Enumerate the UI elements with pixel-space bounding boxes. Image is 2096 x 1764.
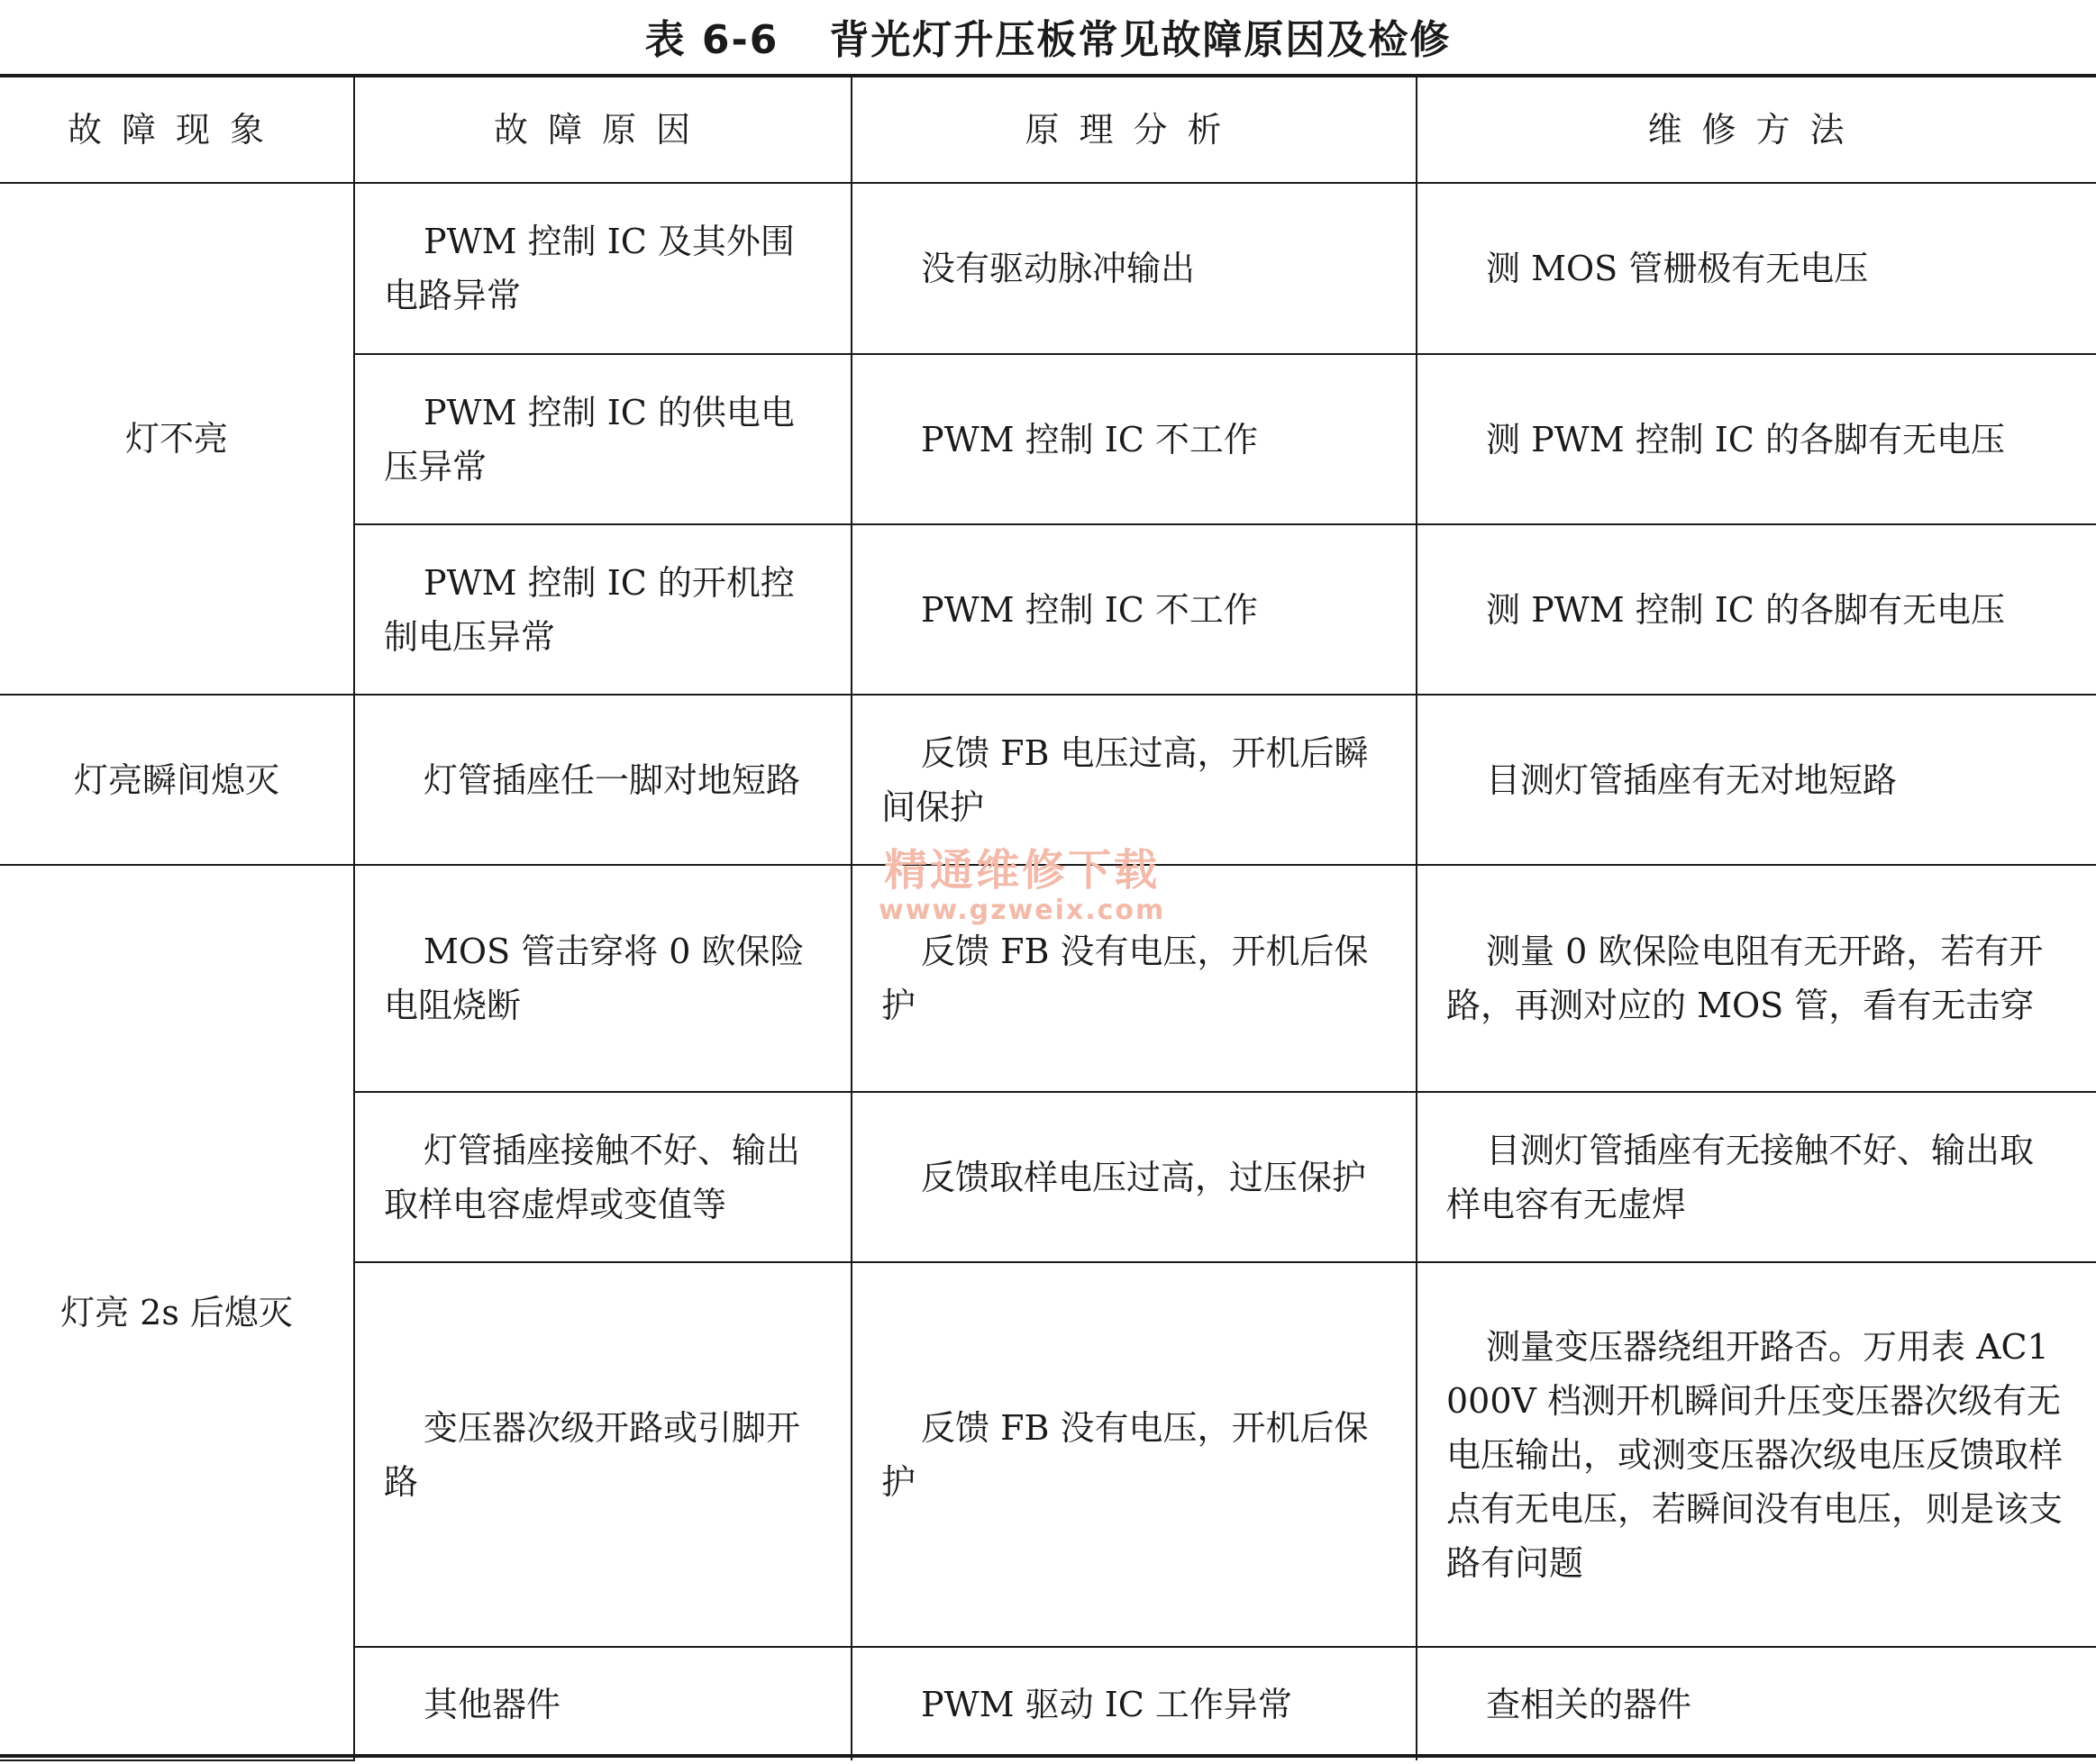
watermark-url: www.gzweix.com <box>879 895 1166 926</box>
cause-cell: PWM 控制 IC 的开机控制电压异常 <box>354 524 852 695</box>
cause-cell: 变压器次级开路或引脚开路 <box>354 1262 852 1647</box>
symptom-cell: 灯亮 2s 后熄灭 <box>0 865 354 1760</box>
bottom-rule <box>0 1754 2096 1758</box>
method-cell: 目测灯管插座有无接触不好、输出取样电容有无虚焊 <box>1417 1092 2096 1262</box>
analysis-cell: 反馈 FB 电压过高，开机后瞬间保护 <box>852 695 1417 865</box>
table-number: 表 6-6 <box>644 17 779 63</box>
method-cell: 测量 0 欧保险电阻有无开路，若有开路，再测对应的 MOS 管，看有无击穿 <box>1417 865 2096 1092</box>
header-symptom: 故障现象 <box>0 77 354 183</box>
method-cell: 查相关的器件 <box>1417 1647 2096 1760</box>
table-title <box>0 7 2096 65</box>
table-row <box>0 183 2096 354</box>
cause-cell: PWM 控制 IC 的供电电压异常 <box>354 354 852 524</box>
table-row <box>0 695 2096 865</box>
symptom-cell: 灯不亮 <box>0 183 354 695</box>
cause-cell: 其他器件 <box>354 1647 852 1760</box>
analysis-cell: 反馈 FB 没有电压，开机后保护 <box>852 865 1417 1092</box>
analysis-cell: 反馈取样电压过高，过压保护 <box>852 1092 1417 1262</box>
cause-cell: PWM 控制 IC 及其外围电路异常 <box>354 183 852 354</box>
method-cell: 测 MOS 管栅极有无电压 <box>1417 183 2096 354</box>
header-row <box>0 77 2096 183</box>
symptom-cell: 灯亮瞬间熄灭 <box>0 695 354 865</box>
analysis-cell: PWM 控制 IC 不工作 <box>852 524 1417 695</box>
fault-table <box>0 77 2096 1761</box>
analysis-cell: 没有驱动脉冲输出 <box>852 183 1417 354</box>
method-cell: 测量变压器绕组开路否。万用表 AC1000V 档测开机瞬间升压变压器次级有无电压输出，或测变压器次级电压反馈取样点有无电压，若瞬间没有电压，则是该支路有问题 <box>1417 1262 2096 1647</box>
header-analysis: 原理分析 <box>852 77 1417 183</box>
cause-cell: 灯管插座任一脚对地短路 <box>354 695 852 865</box>
analysis-cell: PWM 驱动 IC 工作异常 <box>852 1647 1417 1760</box>
table-row <box>0 865 2096 1092</box>
analysis-cell: 反馈 FB 没有电压，开机后保护 <box>852 1262 1417 1647</box>
header-method: 维修方法 <box>1417 77 2096 183</box>
cause-cell: 灯管插座接触不好、输出取样电容虚焊或变值等 <box>354 1092 852 1262</box>
cause-cell: MOS 管击穿将 0 欧保险电阻烧断 <box>354 865 852 1092</box>
header-cause: 故障原因 <box>354 77 852 183</box>
analysis-cell: PWM 控制 IC 不工作 <box>852 354 1417 524</box>
watermark-title: 精通维修下载 <box>884 845 1161 896</box>
table-caption: 背光灯升压板常见故障原因及检修 <box>829 17 1452 63</box>
method-cell: 目测灯管插座有无对地短路 <box>1417 695 2096 865</box>
method-cell: 测 PWM 控制 IC 的各脚有无电压 <box>1417 524 2096 695</box>
method-cell: 测 PWM 控制 IC 的各脚有无电压 <box>1417 354 2096 524</box>
